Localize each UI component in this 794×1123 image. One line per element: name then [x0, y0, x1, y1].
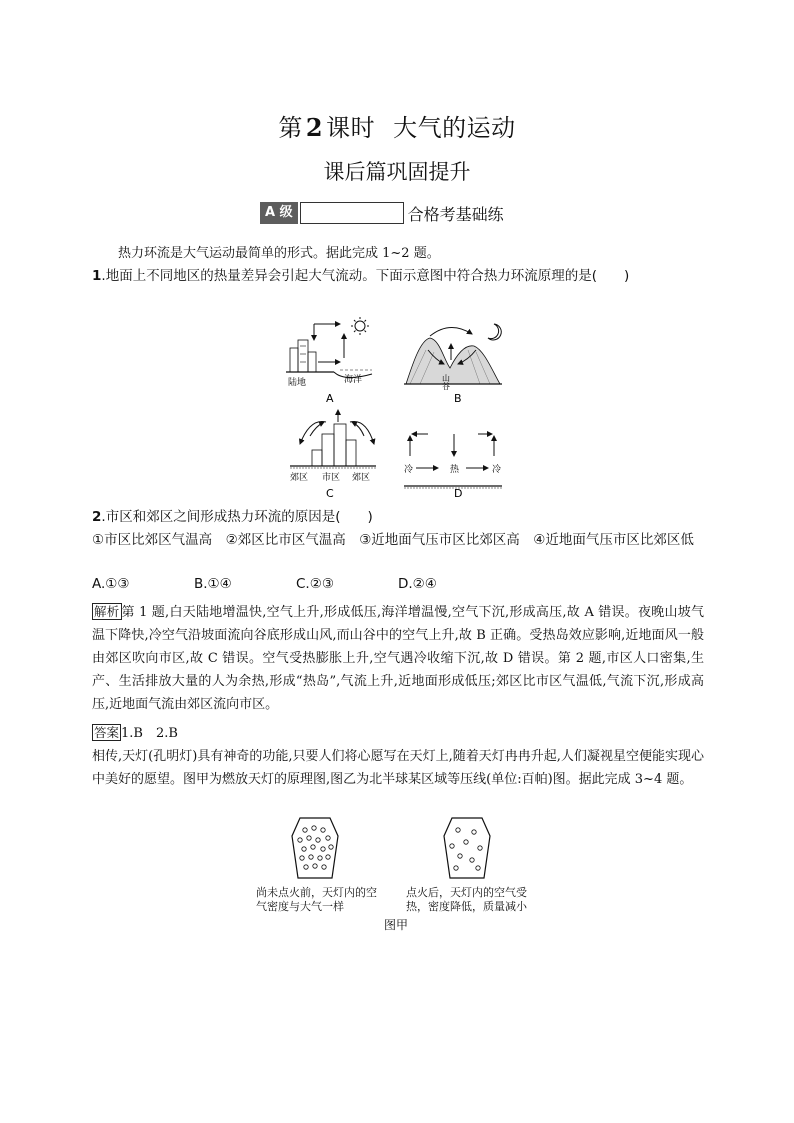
title-prefix: 第: [278, 114, 303, 142]
question-2-text: .市区和郊区之间形成热力环流的原因是( ): [101, 509, 373, 525]
choice-b[interactable]: B.①④: [194, 576, 232, 592]
label-land: 陆地: [288, 378, 307, 388]
label-city: 市区: [322, 473, 341, 483]
label-cold-right: 冷: [492, 465, 502, 475]
label-hot: 热: [450, 465, 460, 475]
label-cold-left: 冷: [404, 465, 414, 475]
sky-lantern-figure: [270, 816, 540, 886]
title-topic: 大气的运动: [393, 114, 516, 142]
lantern-after-icon: [444, 818, 490, 878]
title-number: 2: [305, 113, 324, 142]
lantern-before-caption: 尚未点火前，天灯内的空气密度与大气一样: [256, 886, 377, 913]
answer-text: 1.B 2.B: [121, 726, 178, 741]
lantern-before-icon: [292, 818, 338, 878]
level-banner: [260, 200, 504, 226]
thermal-circulation-figure: [280, 310, 520, 502]
panel-c: [290, 410, 376, 500]
question-2: [92, 506, 704, 529]
panel-d: [404, 434, 502, 500]
sun-icon: [355, 321, 365, 331]
analysis-text: 第 1 题,白天陆地增温快,空气上升,形成低压,海洋增温慢,空气下沉,形成高压,故 A 错误。夜晚山坡气温下降快,冷空气沿坡面流向谷底形成山风,而山谷中的空气上升,故 B 正确。受热岛效应影响,近地面风一般由郊区吹向市区,故 C 错误。空气受热膨胀上升,空气遇冷收缩下沉,故 D 错误。第 2 题,市区人口密集,生产、生活排放大量的人为余热,形成“热岛”,气流上升,近地面形成低压;郊区比市区气温低,气流下沉,形成高压,近地面气流由郊区流向市区。: [92, 605, 704, 712]
intro-text-1: 热力环流是大气运动最简单的形式。据此完成 1~2 题。: [118, 246, 440, 261]
label-suburb-left: 郊区: [290, 473, 309, 483]
question-1-number: 1: [92, 268, 102, 284]
lantern-after-caption: 点火后，天灯内的空气受热，密度降低，质量减小: [406, 886, 527, 913]
title-lesson: 课时: [326, 114, 376, 142]
caption-c: C: [326, 487, 334, 500]
figure-2-title: 图甲: [384, 918, 409, 932]
label-sea: 海洋: [344, 375, 363, 385]
page-subtitle: 课后篇巩固提升: [323, 160, 471, 184]
question-2-choices: [92, 576, 500, 592]
choice-a[interactable]: A.①③: [92, 576, 130, 592]
level-badge: A 级: [260, 202, 298, 224]
question-2-statements: ①市区比郊区气温高 ②郊区比市区气温高 ③近地面气压市区比郊区高 ④近地面气压市区比郊区低: [92, 532, 694, 548]
question-1-text: .地面上不同地区的热量差异会引起大气流动。下面示意图中符合热力环流原理的是( ): [101, 268, 630, 284]
caption-b: B: [454, 392, 462, 405]
label-suburb-right: 郊区: [352, 473, 371, 483]
choice-c[interactable]: C.②③: [296, 576, 334, 592]
answer-tag: 答案: [94, 725, 120, 740]
answer-block: [92, 721, 704, 745]
intro-text-2: 相传,天灯(孔明灯)具有神奇的功能,只要人们将心愿写在天灯上,随着天灯冉冉升起,人们凝视星空便能实现心中美好的愿望。图甲为燃放天灯的原理图,图乙为北半球某区域等压线(单位:百帕)图。据此完成 3~4 题。: [92, 749, 704, 787]
caption-a: A: [326, 392, 334, 405]
level-label: 合格考基础练: [407, 204, 504, 224]
analysis-tag: 解析: [94, 604, 120, 619]
page-title: [0, 108, 794, 143]
caption-d: D: [454, 487, 463, 500]
question-2-number: 2: [92, 509, 102, 525]
question-1: [92, 265, 704, 288]
analysis-block: [92, 600, 704, 716]
moon-icon: [488, 324, 501, 340]
label-valley: 山谷: [441, 374, 451, 390]
panel-b: [404, 324, 502, 405]
level-blank-box: [300, 202, 404, 224]
panel-a: [286, 317, 372, 405]
choice-d[interactable]: D.②④: [398, 576, 437, 592]
